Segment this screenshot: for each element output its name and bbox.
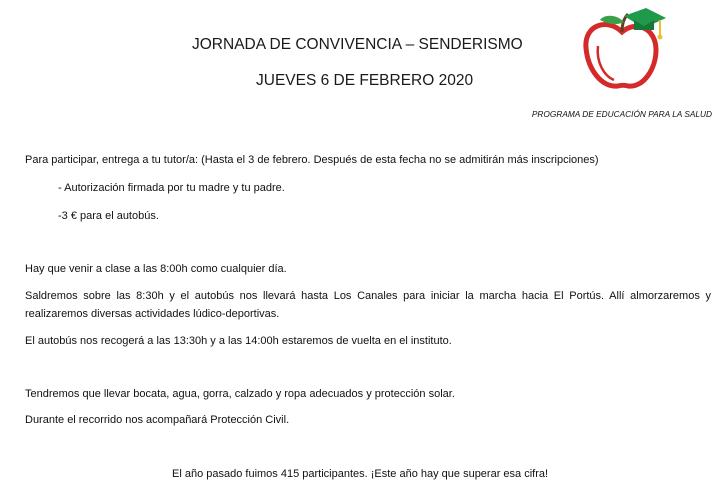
return-text: El autobús nos recogerá a las 13:30h y a las 14:00h estaremos de vuelta en el instituto.	[25, 335, 452, 347]
requirement-bus-fee: -3 € para el autobús.	[58, 210, 159, 222]
arrival-text: Hay que venir a clase a las 8:00h como cualquier día.	[25, 263, 287, 275]
escort-text: Durante el recorrido nos acompañará Protección Civil.	[25, 414, 290, 426]
equipment-text: Tendremos que llevar bocata, agua, gorra, calzado y ropa adecuados y protección solar.	[25, 388, 455, 400]
document-date: JUEVES 6 DE FEBRERO 2020	[256, 72, 474, 89]
requirements-intro: Para participar, entrega a tu tutor/a: (Hasta el 3 de febrero. Después de esta fecha no se admitirán más inscripciones)	[25, 154, 599, 166]
closing-text: El año pasado fuimos 415 participantes. ¡Este año hay que superar esa cifra!	[172, 468, 549, 480]
requirement-authorization: - Autorización firmada por tu madre y tu padre.	[58, 182, 285, 194]
apple-logo-icon	[578, 6, 668, 92]
document-title: JORNADA DE CONVIVENCIA – SENDERISMO	[192, 36, 523, 53]
program-label: PROGRAMA DE EDUCACIÓN PARA LA SALUD	[531, 109, 712, 119]
departure-text: Saldremos sobre las 8:30h y el autobús nos llevará hasta Los Canales para iniciar la marcha hacia El Portús. Allí almorzaremos y realizaremos diversas actividades lúdico-deportivas.	[25, 290, 711, 320]
